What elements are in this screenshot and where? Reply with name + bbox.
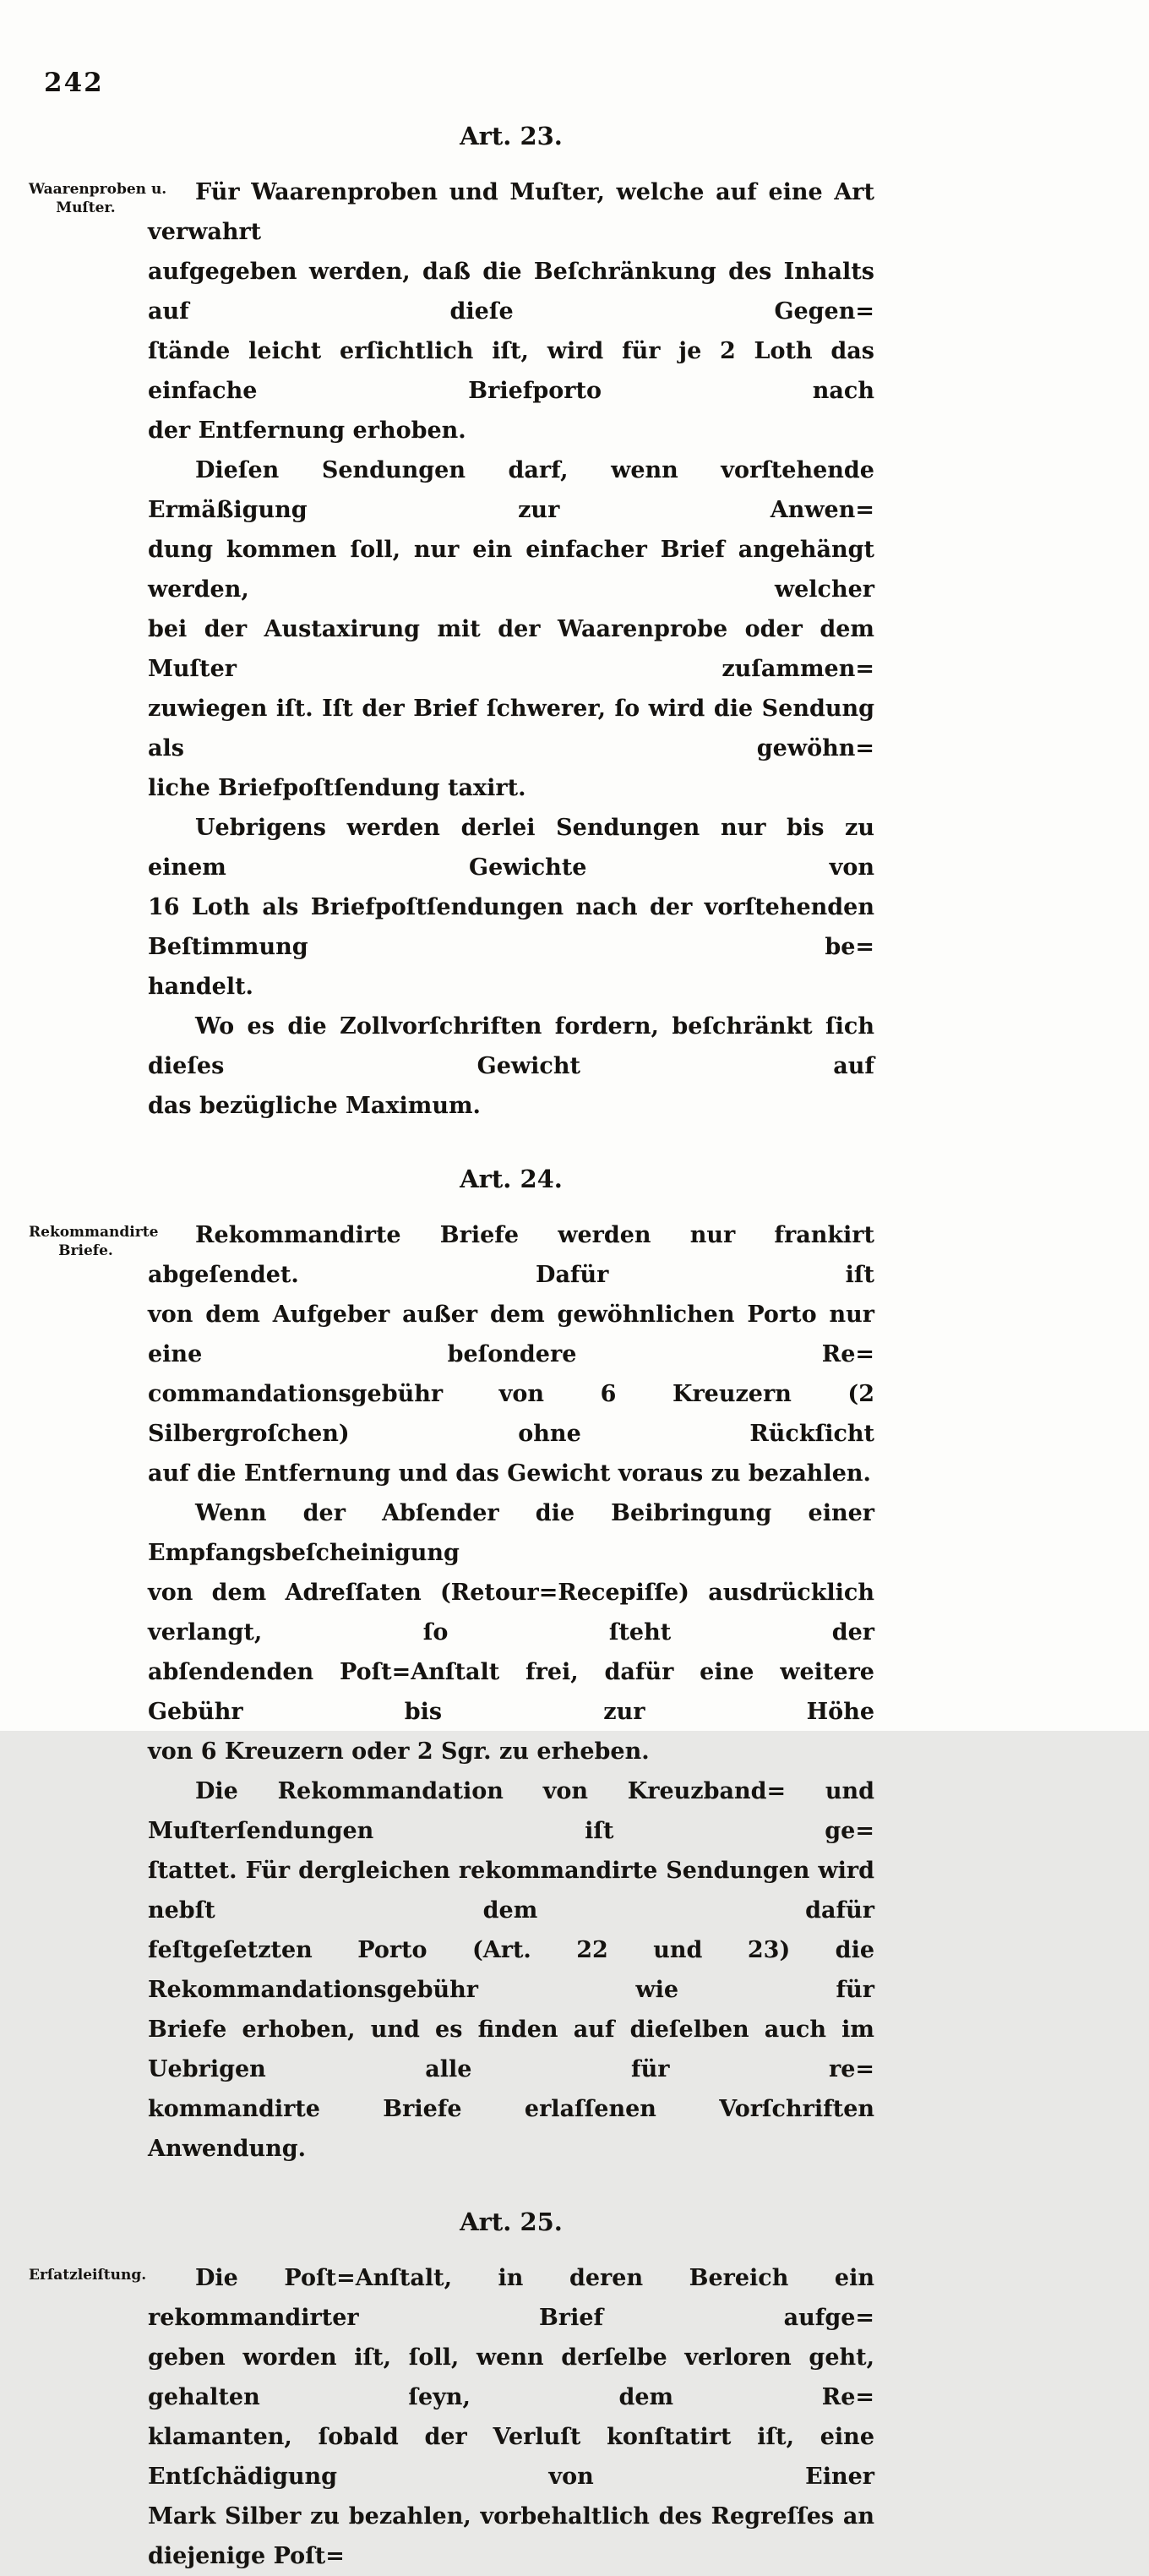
article-24-body <box>148 1215 874 2169</box>
margin-note-rekommandirte <box>0 1215 159 1260</box>
text-line: klamanten, ſobald der Verluſt konſtatirt iſt, eine Entſchädigung von Einer <box>148 2424 874 2490</box>
text-line: von dem Aufgeber außer dem gewöhnlichen Porto nur eine beſondere Re= <box>148 1302 874 1367</box>
text-line: geben worden iſt, ſoll, wenn derſelbe verloren geht, gehalten ſeyn, dem Re= <box>148 2344 874 2410</box>
paragraph <box>148 2258 874 2576</box>
text-line: kommandirte Briefe erlaſſenen Vorſchriften Anwendung. <box>148 2096 874 2162</box>
text-line: abſendenden Poſt=Anſtalt frei, dafür eine weitere Gebühr bis zur Höhe <box>148 1659 874 1725</box>
text-line: ſtände leicht erſichtlich iſt, wird für je 2 Loth das einfache Briefporto nach <box>148 338 874 404</box>
text-line: Wo es die Zollvorſchriften fordern, beſchränkt ſich dieſes Gewicht auf <box>148 1013 874 1079</box>
text-line: Erſatzleiſtung. <box>29 2267 147 2284</box>
article-23 <box>0 122 1149 1126</box>
article-24-row <box>0 1215 1149 2169</box>
paragraph <box>148 1215 874 1493</box>
text-line: handelt. <box>148 974 253 1000</box>
text-line: Dieſen Sendungen darf, wenn vorſtehende Ermäßigung zur Anwen= <box>148 457 874 523</box>
text-line: Rekommandirte <box>29 1224 159 1241</box>
text-line: ſtattet. Für dergleichen rekommandirte Sendungen wird nebſt dem dafür <box>148 1858 874 1924</box>
text-line: Für Waarenproben und Muſter, welche auf eine Art verwahrt <box>148 179 874 245</box>
article-25-heading: Art. 25. <box>460 2208 563 2236</box>
article-23-body <box>148 172 874 1126</box>
paragraph <box>148 1771 874 2169</box>
text-line: Briefe erhoben, und es finden auf dieſelben auch im Uebrigen alle für re= <box>148 2017 874 2082</box>
text-line: aufgegeben werden, daß die Beſchränkung des Inhalts auf dieſe Gegen= <box>148 259 874 325</box>
text-line: Die Poſt=Anſtalt, in deren Bereich ein rekommandirter Brief aufge= <box>148 2265 874 2331</box>
paragraph <box>148 450 874 808</box>
text-line: Uebrigens werden derlei Sendungen nur bis zu einem Gewichte von <box>148 815 874 881</box>
text-line: Mark Silber zu bezahlen, vorbehaltlich des Regreſſes an diejenige Poſt= <box>148 2503 874 2569</box>
paragraph <box>148 172 874 450</box>
margin-note-waarenproben <box>0 172 167 217</box>
margin-note-ersatzleistung <box>0 2258 148 2284</box>
text-line: auf die Entfernung und das Gewicht voraus zu bezahlen. <box>148 1460 871 1487</box>
text-line: Die Rekommandation von Kreuzband= und Muſterſendungen iſt ge= <box>148 1778 874 1844</box>
article-25-row <box>0 2258 1149 2576</box>
article-25-body <box>148 2258 874 2576</box>
text-line: das bezügliche Maximum. <box>148 1093 481 1119</box>
text-line: Rekommandirte Briefe werden nur frankirt abgeſendet. Dafür iſt <box>148 1222 874 1288</box>
text-line: commandationsgebühr von 6 Kreuzern (2 Silbergroſchen) ohne Rückſicht <box>148 1381 874 1447</box>
paragraph <box>148 808 874 1007</box>
article-25 <box>0 2208 1149 2576</box>
article-23-row <box>0 172 1149 1126</box>
article-24 <box>0 1165 1149 2169</box>
page-number: 242 <box>44 68 104 98</box>
text-line: zuwiegen iſt. Iſt der Brief ſchwerer, ſo wird die Sendung als gewöhn= <box>148 696 874 761</box>
text-line: Waarenproben u. <box>29 181 167 198</box>
text-line: dung kommen ſoll, nur ein einfacher Brief angehängt werden, welcher <box>148 537 874 603</box>
text-line: Briefe. <box>58 1242 113 1259</box>
paragraph <box>148 1007 874 1126</box>
text-line: Muſter. <box>56 199 116 216</box>
text-line: feſtgeſetzten Porto (Art. 22 und 23) die Rekommandationsgebühr wie für <box>148 1937 874 2003</box>
text-line: von dem Adreſſaten (Retour=Recepiſſe) ausdrücklich verlangt, ſo ſteht der <box>148 1580 874 1645</box>
text-line: Wenn der Abſender die Beibringung einer Empfangsbeſcheinigung <box>148 1500 874 1566</box>
text-line: der Entfernung erhoben. <box>148 418 466 444</box>
text-line: liche Briefpoſtſendung taxirt. <box>148 775 526 801</box>
text-line: bei der Austaxirung mit der Waarenprobe oder dem Muſter zuſammen= <box>148 616 874 682</box>
text-line: von 6 Kreuzern oder 2 Sgr. zu erheben. <box>148 1738 650 1765</box>
article-23-heading: Art. 23. <box>460 122 563 150</box>
paragraph <box>148 1493 874 1771</box>
article-24-heading: Art. 24. <box>460 1165 563 1193</box>
text-line: 16 Loth als Briefpoſtſendungen nach der vorſtehenden Beſtimmung be= <box>148 894 874 960</box>
